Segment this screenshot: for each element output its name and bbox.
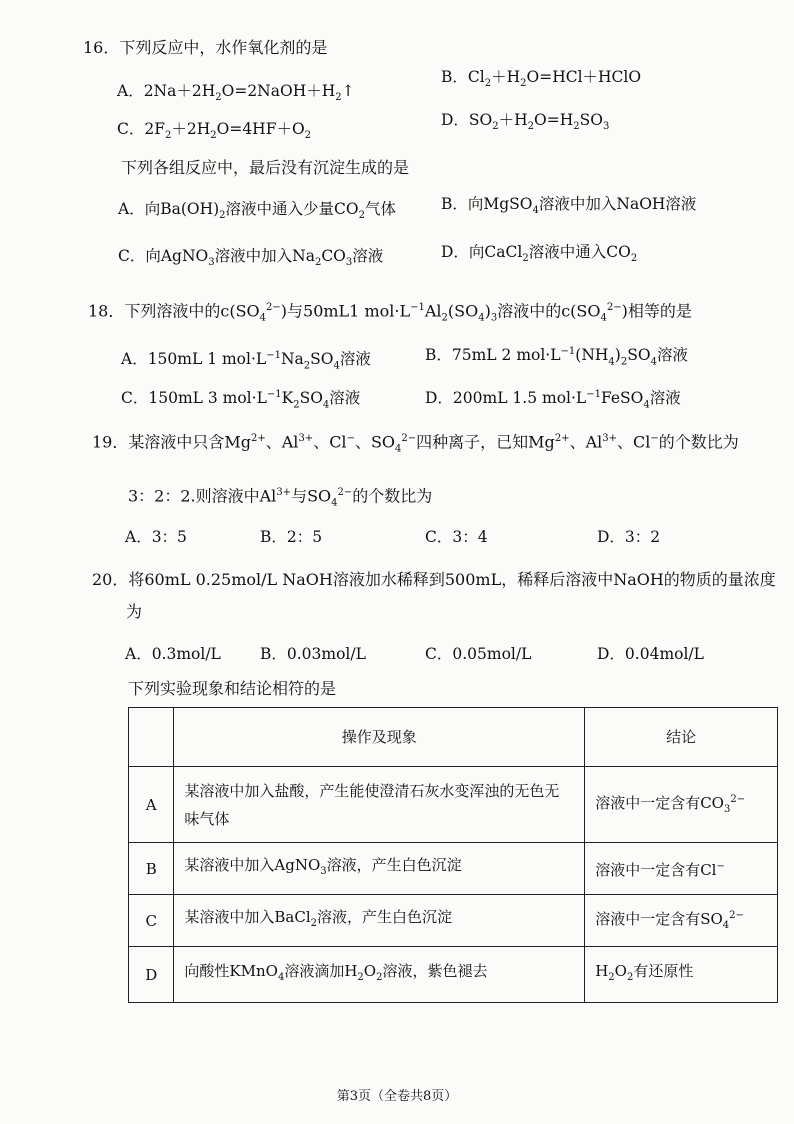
q18-stem: 18．下列溶液中的$c(SO_4^{2-})$与50mL1 $mol\cdot L^{-1}Al_2(SO_4)_3$溶液中的$c(SO_4^{2-})$相等的是 xyxy=(88,301,692,324)
q17-option-d: D．向CaCl$_2$溶液中通入$CO_2$ xyxy=(441,243,638,265)
page-footer: 第3页（全卷共8页） xyxy=(336,1089,458,1104)
q20-option-d: D．0.04mol/L xyxy=(597,645,704,663)
table-cell-conclusion: 溶液中一定含有$CO_3^{2-}$ xyxy=(585,767,778,843)
q20-option-a: A．0.3mol/L xyxy=(125,645,221,663)
q16-option-b: B．$Cl_2+H_2O=HCl+HClO$ xyxy=(441,68,642,90)
table-row xyxy=(129,767,778,843)
q19-option-a: A．3：5 xyxy=(125,528,187,546)
q16-option-c: C．$2F_2+2H_2O=4HF+O_2$ xyxy=(117,120,312,142)
experiment-table xyxy=(128,707,778,1003)
table-header-row xyxy=(129,708,778,767)
q20-option-b: B．0.03mol/L xyxy=(260,645,366,663)
q17-option-b: B．向MgSO$_4$溶液中加入NaOH溶液 xyxy=(441,195,697,217)
table-cell-label: B xyxy=(129,843,174,895)
table-cell-conclusion: 溶液中一定含有Cl− xyxy=(585,843,778,895)
table-cell-operation: 某溶液中加入AgNO$_3$溶液，产生白色沉淀 xyxy=(174,843,585,895)
q16-option-a: A．$2Na+2H_2O=2NaOH+H_2↑$ xyxy=(117,82,355,104)
table-cell-label: A xyxy=(129,767,174,843)
q19-stem-line2: 3：2：2.则溶液中$Al^{3+}$与$SO_4^{2-}$的个数比为 xyxy=(128,486,433,509)
table-cell-conclusion: 溶液中一定含有$SO_4^{2-}$ xyxy=(585,895,778,947)
table-row xyxy=(129,947,778,1003)
q20-stem-line2: 为 xyxy=(126,602,143,621)
table-cell-label: D xyxy=(129,947,174,1003)
q19-option-c: C．3：4 xyxy=(425,528,488,546)
table-cell-label: C xyxy=(129,895,174,947)
q19-stem-line1: 19．某溶液中只含$Mg^{2+}$、$Al^{3+}$、Cl−、$SO_4^{2-}$四种离子，已知$Mg^{2+}$、$Al^{3+}$、Cl−的个数比为 xyxy=(92,432,739,455)
q18-option-c: C．150mL 3 $mol\cdot L^{-1}K_2SO_4$溶液 xyxy=(121,389,361,411)
q16-stem: 16．下列反应中，水作氧化剂的是 xyxy=(83,38,328,57)
table-row xyxy=(129,843,778,895)
q18-option-a: A．150mL 1 $mol\cdot L^{-1}Na_2SO_4$溶液 xyxy=(121,350,371,372)
table-header-cell xyxy=(129,708,174,767)
q19-option-d: D．3：2 xyxy=(597,528,661,546)
q16-option-d: D．$SO_2+H_2O=H_2SO_3$ xyxy=(441,111,610,133)
table-header-cell: 结论 xyxy=(585,708,778,767)
table-header-cell: 操作及现象 xyxy=(174,708,585,767)
table-cell-conclusion: $H_2O_2$有还原性 xyxy=(585,947,778,1003)
table-cell-operation: 向酸性KMnO$_4$溶液滴加$H_2O_2$溶液，紫色褪去 xyxy=(174,947,585,1003)
q21-stem: 下列实验现象和结论相符的是 xyxy=(128,679,337,698)
q17-option-a: A．向$Ba(OH)_2$溶液中通入少量$CO_2$气体 xyxy=(118,200,396,222)
table-cell-operation: 某溶液中加入盐酸，产生能使澄清石灰水变浑浊的无色无味气体 xyxy=(174,767,585,843)
q18-option-d: D．200mL 1.5 $mol\cdot L^{-1}FeSO_4$溶液 xyxy=(425,389,681,411)
table-cell-operation: 某溶液中加入BaCl$_2$溶液，产生白色沉淀 xyxy=(174,895,585,947)
q20-stem-line1: 20．将60mL 0.25mol/L NaOH溶液加水稀释到500mL，稀释后溶液中NaOH的物质的量浓度 xyxy=(92,570,776,589)
q20-option-c: C．0.05mol/L xyxy=(425,645,532,663)
q17-stem: 下列各组反应中，最后没有沉淀生成的是 xyxy=(121,158,410,177)
q19-option-b: B．2：5 xyxy=(260,528,323,546)
table-row xyxy=(129,895,778,947)
q18-option-b: B．75mL 2 $mol\cdot L^{-1}(NH_4)_2SO_4$溶液 xyxy=(425,346,688,368)
q17-option-c: C．向AgNO$_3$溶液中加入$Na_2CO_3$溶液 xyxy=(118,247,384,269)
